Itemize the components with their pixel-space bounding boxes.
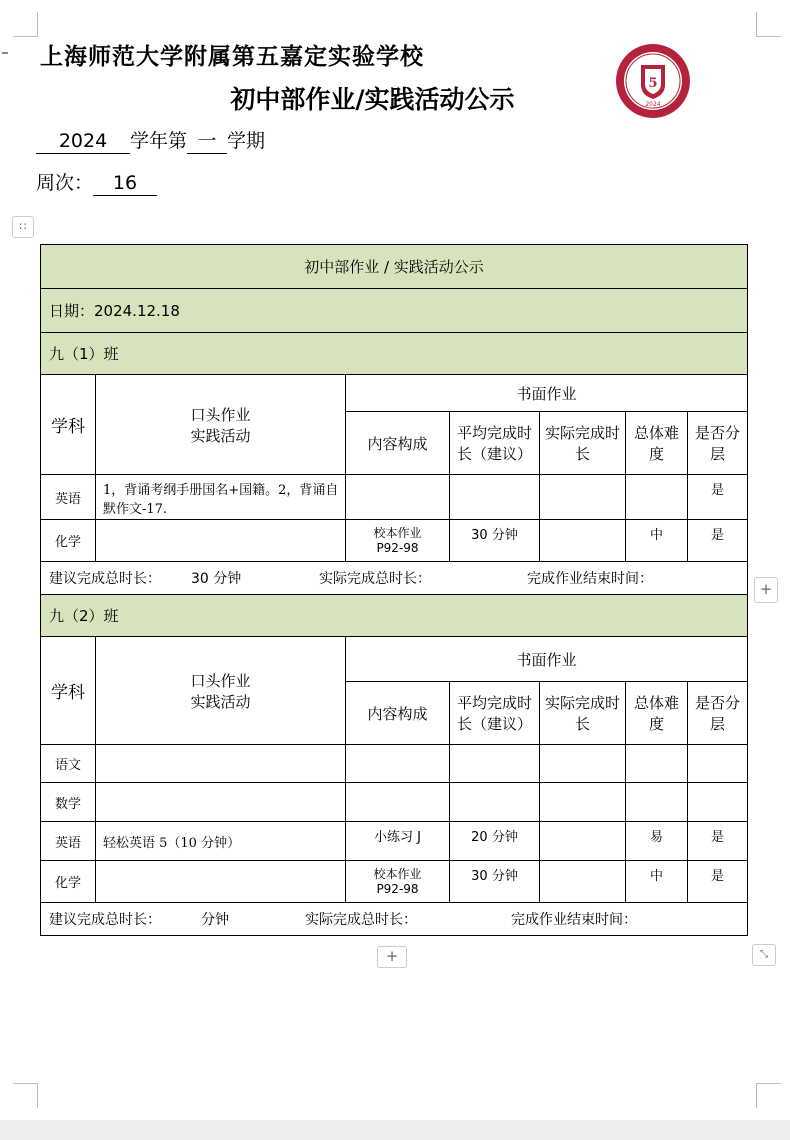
actual-time-header: 实际完成时长 xyxy=(540,412,626,475)
crop-mark-bottom-left xyxy=(13,1083,38,1108)
layered-cell xyxy=(688,745,748,783)
resize-table-icon[interactable]: ⤡ xyxy=(752,944,776,966)
term-suffix: 学期 xyxy=(227,130,266,152)
table-row xyxy=(41,861,748,903)
end-time-label: 完成作业结束时间： xyxy=(527,571,653,587)
subject-cell: 英语 xyxy=(41,475,96,520)
subject-cell: 化学 xyxy=(41,520,96,562)
avg-time-cell xyxy=(450,783,540,822)
content-cell xyxy=(346,745,450,783)
actual-total-label: 实际完成总时长： xyxy=(305,912,417,928)
layered-cell xyxy=(688,783,748,822)
difficulty-cell xyxy=(626,745,688,783)
difficulty-cell: 中 xyxy=(626,520,688,562)
content-cell: 小练习 J xyxy=(346,822,450,861)
suggested-total-label: 建议完成总时长： xyxy=(49,912,161,928)
actual-time-cell xyxy=(540,861,626,903)
layered-cell: 是 xyxy=(688,822,748,861)
actual-time-cell xyxy=(540,520,626,562)
written-header: 书面作业 xyxy=(346,375,748,412)
written-header: 书面作业 xyxy=(346,637,748,682)
oral-cell: 轻松英语 5（10 分钟） xyxy=(96,822,346,861)
add-column-button[interactable] xyxy=(754,577,778,603)
avg-time-cell xyxy=(450,475,540,520)
table-row xyxy=(41,822,748,861)
week-field: 16 xyxy=(93,171,157,196)
drag-handle-icon[interactable]: ∷ xyxy=(12,216,34,238)
difficulty-cell: 易 xyxy=(626,822,688,861)
oral-cell xyxy=(96,783,346,822)
layered-cell: 是 xyxy=(688,520,748,562)
table-row xyxy=(41,783,748,822)
plus-icon: + xyxy=(759,580,773,598)
content-cell xyxy=(346,475,450,520)
content-header: 内容构成 xyxy=(346,412,450,475)
layered-header: 是否分层 xyxy=(688,412,748,475)
subject-header: 学科 xyxy=(41,637,96,745)
subject-cell: 语文 xyxy=(41,745,96,783)
suggested-total-value: 分钟 xyxy=(201,912,229,928)
crop-mark-top-left xyxy=(13,12,38,37)
week-line xyxy=(36,168,157,196)
add-row-button[interactable] xyxy=(377,946,407,968)
year-field: 2024 xyxy=(36,129,130,154)
avg-time-header: 平均完成时长（建议） xyxy=(450,412,540,475)
crop-mark-top-right xyxy=(756,12,781,37)
oral-practice-header: 口头作业 实践活动 xyxy=(96,375,346,475)
school-logo-icon xyxy=(615,43,691,119)
actual-time-cell xyxy=(540,822,626,861)
suggested-total-label: 建议完成总时长： xyxy=(49,571,161,587)
oral-practice-header: 口头作业 实践活动 xyxy=(96,637,346,745)
actual-total-label: 实际完成总时长： xyxy=(319,571,431,587)
margin-tick xyxy=(2,52,8,54)
homework-table xyxy=(40,244,748,936)
content-cell xyxy=(346,783,450,822)
end-time-label: 完成作业结束时间： xyxy=(511,912,637,928)
difficulty-cell xyxy=(626,783,688,822)
avg-time-cell: 20 分钟 xyxy=(450,822,540,861)
table-row xyxy=(41,520,748,562)
avg-time-cell: 30 分钟 xyxy=(450,520,540,562)
difficulty-cell: 中 xyxy=(626,861,688,903)
suggested-total-value: 30 分钟 xyxy=(191,571,242,587)
oral-cell xyxy=(96,745,346,783)
totals-row xyxy=(41,903,748,936)
actual-time-header: 实际完成时长 xyxy=(540,682,626,745)
class-name: 九（2）班 xyxy=(41,595,748,637)
date-row: 日期：2024.12.18 xyxy=(41,289,748,333)
year-suffix: 学年第 xyxy=(130,130,188,152)
content-cell: 校本作业 P92-98 xyxy=(346,520,450,562)
document-title: 初中部作业/实践活动公示 xyxy=(230,85,515,114)
subject-cell: 化学 xyxy=(41,861,96,903)
layered-cell: 是 xyxy=(688,475,748,520)
oral-cell xyxy=(96,861,346,903)
avg-time-header: 平均完成时长（建议） xyxy=(450,682,540,745)
actual-time-cell xyxy=(540,745,626,783)
difficulty-header: 总体难度 xyxy=(626,682,688,745)
logo-year: 2024 xyxy=(645,101,661,108)
term-field: 一 xyxy=(187,129,227,154)
totals-row xyxy=(41,562,748,595)
subject-header: 学科 xyxy=(41,375,96,475)
actual-time-cell xyxy=(540,475,626,520)
subject-cell: 数学 xyxy=(41,783,96,822)
oral-cell: 1，背诵考纲手册国名+国籍。2，背诵自默作文-17. xyxy=(96,475,346,520)
avg-time-cell xyxy=(450,745,540,783)
term-line xyxy=(36,126,265,154)
difficulty-cell xyxy=(626,475,688,520)
avg-time-cell: 30 分钟 xyxy=(450,861,540,903)
table-row xyxy=(41,745,748,783)
plus-icon: + xyxy=(385,947,399,965)
class-name: 九（1）班 xyxy=(41,333,748,375)
layered-header: 是否分层 xyxy=(688,682,748,745)
content-header: 内容构成 xyxy=(346,682,450,745)
difficulty-header: 总体难度 xyxy=(626,412,688,475)
crop-mark-bottom-right xyxy=(756,1083,781,1108)
content-cell: 校本作业 P92-98 xyxy=(346,861,450,903)
page-bottom-bar xyxy=(0,1120,790,1140)
oral-cell xyxy=(96,520,346,562)
subject-cell: 英语 xyxy=(41,822,96,861)
table-row xyxy=(41,475,748,520)
svg-text:5: 5 xyxy=(648,76,658,91)
layered-cell: 是 xyxy=(688,861,748,903)
table-title: 初中部作业 / 实践活动公示 xyxy=(41,245,748,289)
school-name: 上海师范大学附属第五嘉定实验学校 xyxy=(40,43,424,70)
actual-time-cell xyxy=(540,783,626,822)
week-label: 周次： xyxy=(36,172,94,194)
